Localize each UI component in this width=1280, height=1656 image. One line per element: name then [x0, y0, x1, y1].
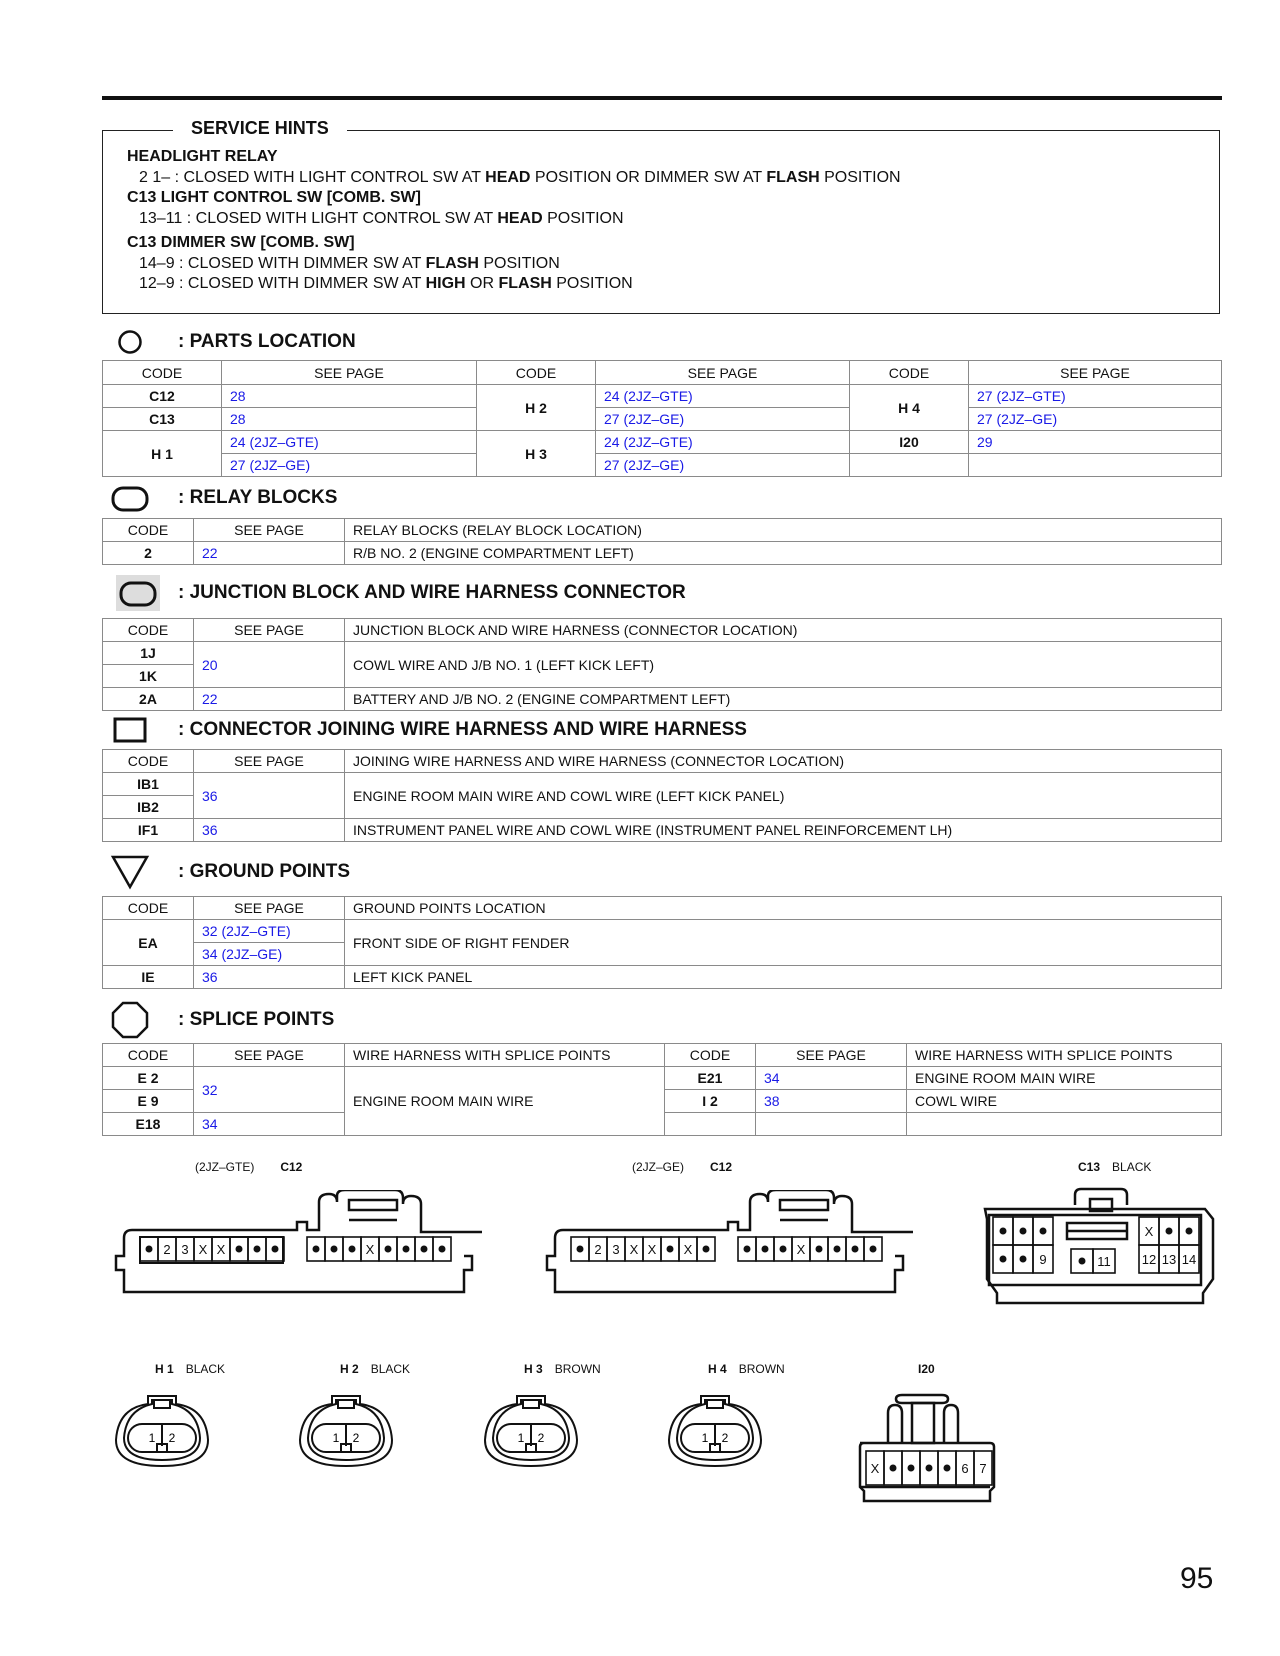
column-header: SEE PAGE: [194, 1044, 345, 1067]
svg-text:2: 2: [352, 1431, 360, 1445]
table-cell: E 9: [103, 1090, 194, 1113]
svg-text:12: 12: [1141, 1252, 1157, 1267]
c12-gte-label: (2JZ–GTE) C12: [195, 1160, 303, 1174]
column-header: RELAY BLOCKS (RELAY BLOCK LOCATION): [345, 519, 1222, 542]
shaded-rounded-rect-icon: [116, 575, 160, 611]
page-link[interactable]: 36: [194, 773, 345, 819]
table-cell: COWL WIRE AND J/B NO. 1 (LEFT KICK LEFT): [345, 642, 1222, 688]
column-header: SEE PAGE: [194, 619, 345, 642]
table-cell: [756, 1113, 907, 1136]
table-cell: IB1: [103, 773, 194, 796]
hint-heading: HEADLIGHT RELAY: [127, 148, 278, 165]
column-header: CODE: [103, 361, 222, 385]
table-cell: [850, 454, 969, 477]
page-link[interactable]: 27 (2JZ–GE): [222, 454, 477, 477]
joining-connector-heading: : CONNECTOR JOINING WIRE HARNESS AND WIRE HARNESS: [102, 710, 747, 750]
column-header: WIRE HARNESS WITH SPLICE POINTS: [345, 1044, 665, 1067]
svg-text:X: X: [198, 1242, 208, 1257]
svg-text:X: X: [683, 1242, 693, 1257]
hint-heading: C13 DIMMER SW [COMB. SW]: [127, 234, 355, 251]
ground-points-heading: : GROUND POINTS: [102, 852, 350, 892]
table-cell: C12: [103, 385, 222, 408]
column-header: SEE PAGE: [222, 361, 477, 385]
hint-heading: C13 LIGHT CONTROL SW [COMB. SW]: [127, 189, 421, 206]
table-cell: E 2: [103, 1067, 194, 1090]
square-icon: [102, 710, 158, 750]
svg-text:14: 14: [1181, 1252, 1197, 1267]
svg-text:X: X: [1144, 1224, 1154, 1239]
column-header: JOINING WIRE HARNESS AND WIRE HARNESS (CONNECTOR LOCATION): [345, 750, 1222, 773]
table-cell: 1K: [103, 665, 194, 688]
relay-blocks-heading: : RELAY BLOCKS: [102, 478, 337, 518]
page-link[interactable]: 20: [194, 642, 345, 688]
top-rule: [102, 96, 1222, 100]
page-number: 95: [1180, 1562, 1214, 1595]
hint-line: 13–11 : CLOSED WITH LIGHT CONTROL SW AT HEAD POSITION: [139, 209, 624, 227]
column-header: CODE: [103, 619, 194, 642]
column-header: JUNCTION BLOCK AND WIRE HARNESS (CONNECTOR LOCATION): [345, 619, 1222, 642]
page-link[interactable]: 24 (2JZ–GTE): [596, 385, 850, 408]
splice-points-heading: : SPLICE POINTS: [102, 1000, 334, 1040]
svg-text:2: 2: [721, 1431, 729, 1445]
page-link[interactable]: 24 (2JZ–GTE): [596, 431, 850, 454]
svg-text:1: 1: [517, 1431, 525, 1445]
circle-icon: [102, 322, 158, 362]
page-link[interactable]: 36: [194, 966, 345, 989]
page-link[interactable]: 34: [194, 1113, 345, 1136]
svg-text:X: X: [365, 1242, 375, 1257]
table-cell: 2A: [103, 688, 194, 711]
h3-label: H 3 BROWN: [524, 1362, 601, 1376]
svg-text:7: 7: [979, 1461, 987, 1476]
service-hints-title: SERVICE HINTS: [173, 118, 347, 139]
table-cell: 1J: [103, 642, 194, 665]
table-cell: C13: [103, 408, 222, 431]
svg-text:2: 2: [163, 1242, 171, 1257]
h4-label: H 4 BROWN: [708, 1362, 785, 1376]
svg-text:9: 9: [1039, 1252, 1047, 1267]
column-header: GROUND POINTS LOCATION: [345, 897, 1222, 920]
svg-text:1: 1: [701, 1431, 709, 1445]
svg-text:2: 2: [168, 1431, 176, 1445]
octagon-icon: [102, 1000, 158, 1040]
table-cell: COWL WIRE: [907, 1090, 1222, 1113]
joining-connector-table: [102, 749, 1222, 842]
h1-connector-diagram: [114, 1390, 214, 1470]
svg-text:1: 1: [332, 1431, 340, 1445]
table-cell: H 4: [850, 385, 969, 431]
page-link[interactable]: 38: [756, 1090, 907, 1113]
svg-text:11: 11: [1097, 1254, 1111, 1269]
hint-line: 2 1– : CLOSED WITH LIGHT CONTROL SW AT HEAD POSITION OR DIMMER SW AT FLASH POSITION: [139, 168, 901, 186]
triangle-down-icon: [102, 852, 158, 892]
table-cell: H 3: [477, 431, 596, 477]
column-header: CODE: [103, 1044, 194, 1067]
relay-blocks-table: [102, 518, 1222, 565]
junction-block-table: [102, 618, 1222, 711]
page-link[interactable]: 27 (2JZ–GE): [969, 408, 1222, 431]
column-header: CODE: [477, 361, 596, 385]
page-link[interactable]: 27 (2JZ–GTE): [969, 385, 1222, 408]
svg-text:X: X: [629, 1242, 639, 1257]
table-cell: H 2: [477, 385, 596, 431]
column-header: CODE: [665, 1044, 756, 1067]
i20-label: I20: [918, 1362, 935, 1376]
page-link[interactable]: 27 (2JZ–GE): [596, 408, 850, 431]
column-header: CODE: [103, 750, 194, 773]
table-cell: ENGINE ROOM MAIN WIRE: [907, 1067, 1222, 1090]
splice-points-table: [102, 1043, 1222, 1136]
h2-connector-diagram: [298, 1390, 398, 1470]
table-cell: ENGINE ROOM MAIN WIRE AND COWL WIRE (LEFT KICK PANEL): [345, 773, 1222, 819]
page-link[interactable]: 28: [222, 385, 477, 408]
column-header: SEE PAGE: [596, 361, 850, 385]
svg-text:13: 13: [1161, 1252, 1177, 1267]
table-cell: IB2: [103, 796, 194, 819]
column-header: CODE: [850, 361, 969, 385]
column-header: WIRE HARNESS WITH SPLICE POINTS: [907, 1044, 1222, 1067]
page-link[interactable]: 34: [756, 1067, 907, 1090]
column-header: SEE PAGE: [194, 750, 345, 773]
page-link[interactable]: 36: [194, 819, 345, 842]
service-hints-body: [127, 147, 901, 295]
page-link[interactable]: 34 (2JZ–GE): [194, 943, 345, 966]
column-header: SEE PAGE: [756, 1044, 907, 1067]
table-cell: BATTERY AND J/B NO. 2 (ENGINE COMPARTMENT LEFT): [345, 688, 1222, 711]
svg-text:2: 2: [537, 1431, 545, 1445]
page-link[interactable]: 28: [222, 408, 477, 431]
c12-ge-label: (2JZ–GE) C12: [632, 1160, 733, 1174]
parts-location-table: [102, 360, 1222, 477]
c13-label: C13 BLACK: [1078, 1160, 1152, 1174]
table-cell: [665, 1113, 756, 1136]
table-cell: EA: [103, 920, 194, 966]
table-cell: INSTRUMENT PANEL WIRE AND COWL WIRE (INSTRUMENT PANEL REINFORCEMENT LH): [345, 819, 1222, 842]
table-cell: H 1: [103, 431, 222, 477]
svg-text:3: 3: [612, 1242, 620, 1257]
table-cell: IE: [103, 966, 194, 989]
svg-text:1: 1: [148, 1431, 156, 1445]
c12-gte-connector-diagram: [112, 1190, 482, 1300]
table-cell: [969, 454, 1222, 477]
table-cell: E21: [665, 1067, 756, 1090]
i20-connector-diagram: [852, 1385, 1002, 1505]
svg-text:X: X: [647, 1242, 657, 1257]
service-hints-box: [102, 118, 1220, 314]
page-link[interactable]: 27 (2JZ–GE): [596, 454, 850, 477]
table-cell: FRONT SIDE OF RIGHT FENDER: [345, 920, 1222, 966]
svg-text:2: 2: [594, 1242, 602, 1257]
column-header: SEE PAGE: [969, 361, 1222, 385]
table-cell: 2: [103, 542, 194, 565]
c13-connector-diagram: [975, 1185, 1215, 1315]
c12-ge-connector-diagram: [543, 1190, 913, 1300]
table-cell: I 2: [665, 1090, 756, 1113]
page-link[interactable]: 22: [194, 542, 345, 565]
table-cell: ENGINE ROOM MAIN WIRE: [345, 1067, 665, 1136]
table-cell: R/B NO. 2 (ENGINE COMPARTMENT LEFT): [345, 542, 1222, 565]
ground-points-table: [102, 896, 1222, 989]
table-cell: E18: [103, 1113, 194, 1136]
page-link[interactable]: 22: [194, 688, 345, 711]
svg-text:3: 3: [181, 1242, 189, 1257]
parts-location-heading: : PARTS LOCATION: [102, 322, 356, 362]
page-link[interactable]: 32 (2JZ–GTE): [194, 920, 345, 943]
h4-connector-diagram: [667, 1390, 767, 1470]
table-cell: [907, 1113, 1222, 1136]
hint-line: 14–9 : CLOSED WITH DIMMER SW AT FLASH POSITION: [139, 254, 560, 272]
table-cell: IF1: [103, 819, 194, 842]
svg-text:X: X: [216, 1242, 226, 1257]
table-cell: I20: [850, 431, 969, 454]
column-header: SEE PAGE: [194, 519, 345, 542]
hint-line: 12–9 : CLOSED WITH DIMMER SW AT HIGH OR FLASH POSITION: [139, 275, 633, 292]
page-link[interactable]: 32: [194, 1067, 345, 1113]
svg-text:X: X: [796, 1242, 806, 1257]
h2-label: H 2 BLACK: [340, 1362, 411, 1376]
column-header: SEE PAGE: [194, 897, 345, 920]
table-cell: LEFT KICK PANEL: [345, 966, 1222, 989]
svg-text:6: 6: [961, 1461, 969, 1476]
h3-connector-diagram: [483, 1390, 583, 1470]
rounded-rect-icon: [102, 478, 158, 518]
svg-text:X: X: [870, 1461, 880, 1476]
page-link[interactable]: 24 (2JZ–GTE): [222, 431, 477, 454]
h1-label: H 1 BLACK: [155, 1362, 226, 1376]
column-header: CODE: [103, 519, 194, 542]
page-link[interactable]: 29: [969, 431, 1222, 454]
junction-block-heading: : JUNCTION BLOCK AND WIRE HARNESS CONNECTOR: [102, 575, 686, 611]
column-header: CODE: [103, 897, 194, 920]
